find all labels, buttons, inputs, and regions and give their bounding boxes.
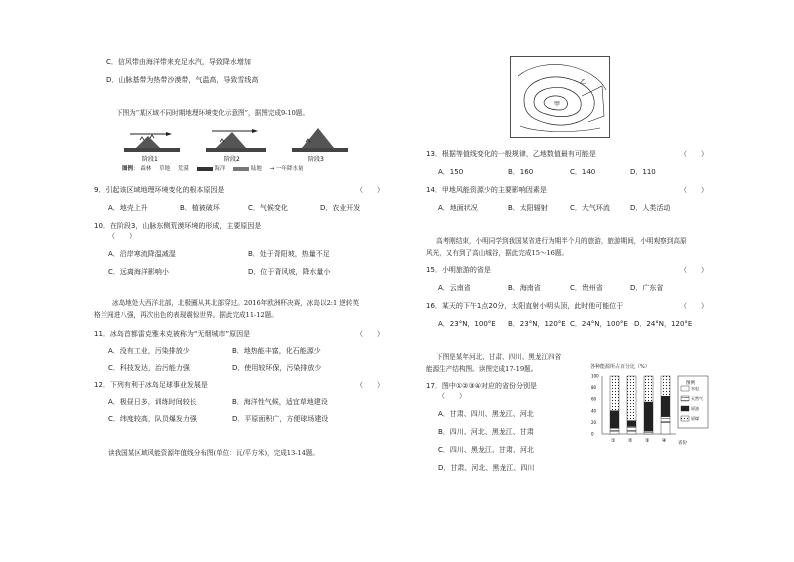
- y-tick-label: 100: [591, 373, 599, 379]
- legend-swatch: [681, 406, 689, 411]
- q13-paren: （ ）: [680, 150, 708, 158]
- q11-d: D．使用较环保，污染排放少: [232, 364, 322, 372]
- chart-title: 各种能源所占百分比（%）: [590, 364, 650, 370]
- bar-segment: [610, 376, 619, 411]
- q10-b: B．处于背阳坡，热量不足: [248, 250, 330, 258]
- q9-text: 9．引起该区域地理环境变化的根本原因是: [94, 186, 225, 194]
- bar-segment: [644, 432, 653, 434]
- q11-paren: （ ）: [356, 330, 384, 338]
- q17-c: C．四川、黑龙江、甘肃、河北: [438, 446, 534, 454]
- stem-11-12-line2: 格兰闯进八强，再次出色的表现震惊世界。据此完成11-12题。: [94, 311, 278, 319]
- bar-segment: [627, 431, 636, 434]
- q12-b: B．海洋性气候，适宜草地建设: [232, 398, 328, 406]
- legend-land: 陆地: [250, 166, 262, 172]
- bar-segment: [627, 421, 636, 427]
- q12-a: A．极昼日多，训练时间较长: [108, 398, 197, 406]
- q11-c: C．科技发达，治污能力强: [108, 364, 190, 372]
- stem-15-16-line1: 高考刚结束，小明同学到我国某省进行为期半个月的旅游，旅游期间，小明观察到高原: [436, 237, 687, 245]
- stem-15-16-line2: [426, 250, 568, 258]
- y-tick-label: 60: [591, 396, 597, 402]
- wind-energy-isoline-map: [510, 56, 610, 138]
- legend-swatch: [681, 396, 689, 401]
- stem-13-14: 读我国某区域风能资源年值线分布图(单位：瓦/平方米)，完成13-14题。: [108, 449, 319, 457]
- legend-arrow-icon: →: [269, 166, 275, 172]
- x-tick-label: ②: [628, 438, 633, 444]
- q15-d: D．广东省: [630, 284, 664, 292]
- q16-b: B．23°N，120°E: [508, 320, 566, 328]
- energy-structure-chart: [590, 372, 710, 448]
- stem-9-10: 下图为“某区域不同时期地理环境变化示意图”，据图完成9-10题。: [116, 109, 309, 117]
- q14-b: B．太阳辐射: [508, 204, 548, 212]
- q10-text: 10．在阶段3，山脉东侧荒漠环境的形成，主要原因是: [94, 222, 262, 230]
- q12-c: C．纬度较高，队员爆发力强: [108, 415, 197, 423]
- q12-text: 12．下列有利于冰岛足球事业发展是: [94, 381, 208, 389]
- y-tick-label: 40: [591, 408, 597, 414]
- q13-text: 13．根据等值线变化的一般规律，乙地数值最有可能是: [426, 150, 596, 158]
- fig1-legend: 图例： 森林 草地 荒漠 海洋 陆地 → 一年降水量: [122, 166, 304, 172]
- chart-legend-title: 图例: [686, 381, 695, 386]
- stage-1-label: 阶段1: [142, 156, 158, 163]
- stem-15-16-line2a: 风光，又有到了高山城谷，: [426, 249, 506, 257]
- chart-xlabel: 省份: [678, 441, 687, 446]
- q16-c: C．24°N，100°E: [570, 320, 628, 328]
- bar-segment: [627, 426, 636, 431]
- stem-11-12-line1: 冰岛地处大西洋北部，北极圈从其北部穿过。2016年欧洲杯决赛，冰岛以2:1 逆转英: [112, 299, 360, 307]
- q16-paren: （ ）: [680, 302, 708, 310]
- legend-ocean: 海洋: [214, 166, 226, 172]
- q11-a: A．没有工业，污染排放少: [108, 347, 190, 355]
- legend-entry: 原煤: [691, 416, 699, 421]
- q16-a: A．23°N，100°E: [438, 320, 496, 328]
- q14-d: D．人类活动: [630, 204, 671, 212]
- legend-ocean-swatch: [197, 167, 213, 171]
- legend-forest: 森林: [140, 166, 152, 172]
- map-label-yi: 乙: [580, 79, 587, 86]
- legend-desert: 荒漠: [177, 166, 189, 172]
- q11-b: B．地热能丰富，化石能源少: [232, 347, 321, 355]
- q13-b: B．160: [508, 168, 534, 176]
- x-tick-label: ③: [645, 438, 650, 444]
- bar-segment: [661, 396, 670, 416]
- stem-17-19-line1: 下图是某年河北、甘肃、四川、黑龙江四省: [436, 353, 562, 361]
- q16-text: 16．某天的下午1点20分，太阳直射小明头顶，此时他可能位于: [426, 302, 624, 310]
- q9-b: B．植被破坏: [180, 204, 220, 212]
- bar-segment: [644, 402, 653, 431]
- q9-d: D．农业开发: [320, 204, 361, 212]
- y-tick-label: 0: [591, 431, 594, 437]
- q13-a: A．150: [438, 168, 464, 176]
- q10-d: D．位于背风坡，降水量小: [248, 268, 331, 276]
- bar-segment: [627, 376, 636, 421]
- x-tick-label: ④: [662, 438, 667, 444]
- legend-precip: 一年降水量: [275, 166, 304, 172]
- q13-c: C．140: [570, 168, 596, 176]
- option-c-prev: C．信风带由海洋带来充足水汽，导致降水增加: [106, 58, 251, 66]
- bar-segment: [661, 417, 670, 423]
- q9-a: A．地壳上升: [108, 204, 148, 212]
- legend-swatch: [681, 386, 689, 391]
- stem-15-16-line2b: 据此完成15～16题。: [505, 249, 569, 257]
- q12-d: D．平原面积广，方便球场建设: [232, 415, 329, 423]
- q15-a: A．云南省: [438, 284, 471, 292]
- q17-b: B．四川、河北、黑龙江、甘肃: [438, 428, 534, 436]
- q17-a: A．甘肃、四川、黑龙江、河北: [438, 410, 534, 418]
- bar-segment: [610, 411, 619, 428]
- legend-entry: 水电: [691, 386, 699, 391]
- bar-segment: [610, 428, 619, 431]
- legend-land-swatch: [233, 167, 249, 171]
- q15-c: C．贵州省: [570, 284, 603, 292]
- q14-text: 14．甲地风能资源少的主要影响因素是: [426, 186, 547, 194]
- option-d-prev: D．山脉基带为热带沙漠带，气温高，导致雪线高: [106, 76, 259, 84]
- q10-a: A．沿岸寒流降温减湿: [108, 250, 176, 258]
- stem-17-19-line2: 能源生产结构图。读图完成17-19题。: [426, 365, 538, 373]
- q15-b: B．海南省: [508, 284, 541, 292]
- q15-text: 15．小明旅游的省是: [426, 266, 491, 274]
- q15-paren: （ ）: [680, 266, 708, 274]
- bar-segment: [661, 422, 670, 434]
- legend-entry: 天然气: [691, 396, 703, 401]
- q9-paren: （ ）: [356, 186, 384, 194]
- q9-c: C．气候变化: [248, 204, 288, 212]
- bar-segment: [610, 431, 619, 434]
- q14-c: C．大气环流: [570, 204, 610, 212]
- legend-title: 图例: [122, 166, 134, 172]
- y-tick-label: 20: [591, 419, 597, 425]
- legend-swatch: [681, 416, 689, 421]
- q14-a: A．地面状况: [438, 204, 478, 212]
- legend-entry: 原油: [691, 406, 699, 411]
- x-tick-label: ①: [611, 438, 616, 444]
- q12-paren: （ ）: [356, 381, 384, 389]
- stage-2-label: 阶段2: [224, 156, 240, 163]
- bar-segment: [661, 376, 670, 396]
- q17-text: 17．图中①②③④对应的省份分别是: [426, 382, 538, 390]
- q14-paren: （ ）: [680, 186, 708, 194]
- q17-paren: （ ）: [438, 392, 466, 400]
- q13-d: D．110: [630, 168, 656, 176]
- q11-text: 11．冰岛首都雷克雅未克被称为“无烟城市”原因是: [94, 330, 251, 338]
- q10-paren: （ ）: [108, 232, 136, 240]
- q16-d: D．24°N，120°E: [634, 320, 693, 328]
- stage-3-label: 阶段3: [308, 156, 324, 163]
- map-label-jia: 甲: [554, 101, 561, 108]
- q10-c: C．远离海洋影响小: [108, 268, 169, 276]
- q17-d: D．甘肃、河北、黑龙江、四川: [438, 464, 535, 472]
- bar-segment: [644, 376, 653, 402]
- legend-grass: 草地: [159, 166, 171, 172]
- y-tick-label: 80: [591, 385, 597, 391]
